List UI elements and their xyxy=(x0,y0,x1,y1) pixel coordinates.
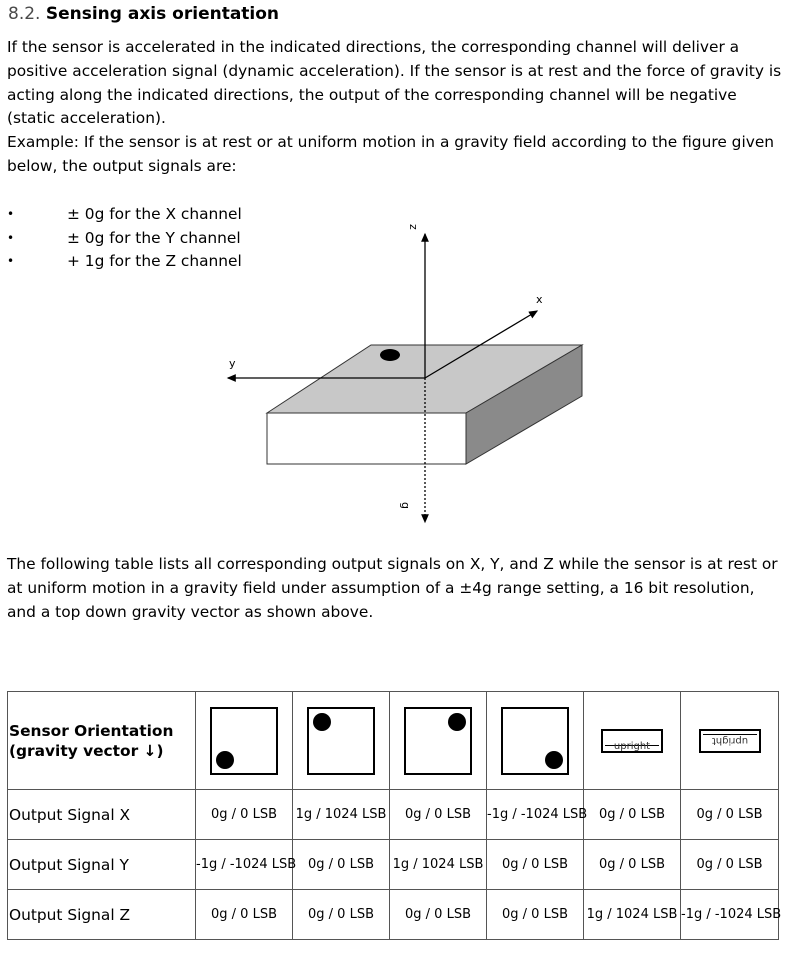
upright-label: upright xyxy=(613,740,651,752)
orientation-cell xyxy=(584,692,681,790)
list-item-text: + 1g for the Z channel xyxy=(67,252,242,271)
example-paragraph: Example: If the sensor is at rest or at uniform motion in a gravity field according to the figure given below, the output signals are: xyxy=(7,133,775,175)
orientation-icon-bottom-right xyxy=(501,707,569,775)
table-cell: 0g / 0 LSB xyxy=(584,840,681,890)
bullet-icon: • xyxy=(7,207,15,221)
table-cell: 0g / 0 LSB xyxy=(196,790,293,840)
intro-paragraph: If the sensor is accelerated in the indicated directions, the corresponding channel will deliver a positive acceleration signal (dynamic acceleration). If the sensor is at rest and the force of gravity is acting along the indicated directions, the output of the corresponding channel will be negative (static acceleration). xyxy=(7,38,782,128)
orientation-cell xyxy=(487,692,584,790)
orientation-cell xyxy=(293,692,390,790)
table-cell: 1g / 1024 LSB xyxy=(390,840,487,890)
row-label: Output Signal Y xyxy=(8,840,196,890)
upside-down-label: upright xyxy=(711,734,748,746)
orientation-cell xyxy=(681,692,779,790)
table-cell: 0g / 0 LSB xyxy=(390,890,487,940)
x-axis-label: x xyxy=(536,293,543,306)
list-item xyxy=(0,227,242,251)
sensor-axis-figure xyxy=(220,212,600,532)
sensor-front-face xyxy=(267,413,466,464)
list-item-text: ± 0g for the X channel xyxy=(67,205,242,223)
table-cell: 0g / 0 LSB xyxy=(487,890,584,940)
table-row xyxy=(8,790,779,840)
output-signal-list xyxy=(0,203,242,274)
row-label: Output Signal X xyxy=(8,790,196,840)
orientation-icon-bottom-left xyxy=(210,707,278,775)
section-heading xyxy=(8,3,279,25)
orientation-icon-top-left xyxy=(307,707,375,775)
pin1-marker xyxy=(380,349,400,361)
table-cell: 1g / 1024 LSB xyxy=(293,790,390,840)
section-title: Sensing axis orientation xyxy=(45,4,280,24)
list-item-text: ± 0g for the Y channel xyxy=(67,228,241,247)
list-item xyxy=(0,203,242,227)
row-label: Output Signal Z xyxy=(8,890,196,940)
y-axis-label: y xyxy=(229,357,236,370)
orientation-icon-top-right xyxy=(404,707,472,775)
table-cell: 0g / 0 LSB xyxy=(584,790,681,840)
table-cell: -1g / -1024 LSB xyxy=(487,790,584,840)
sensor-orientation-header: Sensor Orientation (gravity vector ↓) xyxy=(8,692,196,790)
pin1-dot-icon xyxy=(448,713,466,731)
table-cell: -1g / -1024 LSB xyxy=(681,890,779,940)
pin1-dot-icon xyxy=(545,751,563,769)
list-item xyxy=(0,250,242,274)
table-cell: 0g / 0 LSB xyxy=(487,840,584,890)
z-axis-label: z xyxy=(407,224,420,230)
table-intro-paragraph: The following table lists all corresponding output signals on X, Y, and Z while the sensor is at rest or at uniform motion in a gravity field under assumption of a ±4g range setting, a 16 bit resolution, and a top down gravity vector as shown above. xyxy=(7,555,778,621)
gravity-label: g xyxy=(399,502,412,509)
table-cell: 0g / 0 LSB xyxy=(196,890,293,940)
table-cell: 0g / 0 LSB xyxy=(681,790,779,840)
table-cell: -1g / -1024 LSB xyxy=(196,840,293,890)
pin1-dot-icon xyxy=(313,713,331,731)
orientation-icon-upright xyxy=(601,729,663,753)
orientation-cell xyxy=(196,692,293,790)
table-cell: 1g / 1024 LSB xyxy=(584,890,681,940)
table-row xyxy=(8,840,779,890)
pin1-dot-icon xyxy=(216,751,234,769)
bullet-icon: • xyxy=(7,254,15,269)
table-header-row xyxy=(8,692,779,790)
orientation-icon-upside-down xyxy=(699,729,761,753)
table-cell: 0g / 0 LSB xyxy=(293,890,390,940)
output-signal-table xyxy=(7,691,782,940)
table-cell: 0g / 0 LSB xyxy=(681,840,779,890)
table-row xyxy=(8,890,779,940)
orientation-cell xyxy=(390,692,487,790)
bullet-icon: • xyxy=(7,230,15,245)
section-number: 8.2. xyxy=(8,4,41,24)
table-cell: 0g / 0 LSB xyxy=(293,840,390,890)
table-cell: 0g / 0 LSB xyxy=(390,790,487,840)
